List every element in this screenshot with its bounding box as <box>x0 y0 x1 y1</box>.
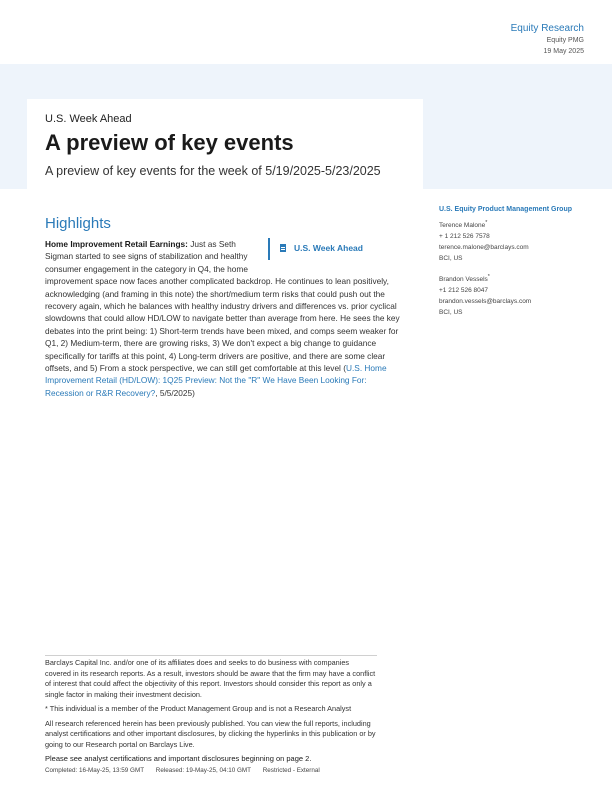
page-title: A preview of key events <box>45 130 294 155</box>
analyst-entity: BCI, US <box>439 309 463 317</box>
released-stamp: Released: 19-May-25, 04:10 GMT <box>155 767 251 774</box>
week-ahead-link[interactable] <box>268 238 403 260</box>
conflict-disclosure: Barclays Capital Inc. and/or one of its affiliates does and seeks to do business with companies covered in its research reports. As a result, investors should be aware that the firm may have a conflict of interest that could affect the objectivity of this report. Investors should consider this report as only a single factor in making their investment decision. <box>45 658 376 699</box>
release-stamp <box>45 767 330 774</box>
highlight-tail: , 5/5/2025) <box>155 387 195 398</box>
analyst-phone: +1 212 526 8047 <box>439 287 488 295</box>
analyst-entity: BCI, US <box>439 255 463 263</box>
analyst-email[interactable]: brandon.vessels@barclays.com <box>439 298 532 306</box>
report-link[interactable]: U.S. Home Improvement Retail (HD/LOW): 1Q25 Preview: Not the "R" We Have Been Looking For: Recession or R&R Recovery? <box>45 363 387 398</box>
disclosure-footer <box>45 658 377 766</box>
analyst-mark: * <box>485 220 488 226</box>
department-label: Equity Research <box>510 23 584 34</box>
analyst-phone: + 1 212 526 7578 <box>439 233 490 241</box>
published-note: All research referenced herein has been previously published. You can view the full reports, including analyst certifications and other important disclosures, by clicking the hyperlinks in this publication or by going to our Research portal on Barclays Live. <box>45 718 376 749</box>
page-subtitle: A preview of key events for the week of 5/19/2025-5/23/2025 <box>45 164 381 178</box>
analyst-card <box>439 272 589 318</box>
highlight-lead: Home Improvement Retail Earnings: <box>45 239 188 249</box>
analyst-email[interactable]: terence.malone@barclays.com <box>439 244 529 252</box>
analyst-panel <box>439 204 589 326</box>
report-header <box>511 22 584 57</box>
highlights-heading: Highlights <box>45 215 111 232</box>
restriction-label: Restricted - External <box>262 767 320 774</box>
report-date: 19 May 2025 <box>543 48 584 55</box>
document-icon <box>280 244 286 252</box>
series-kicker: U.S. Week Ahead <box>45 113 132 125</box>
analyst-mark: * <box>487 274 490 281</box>
analyst-card <box>439 218 589 264</box>
pmg-note: * This individual is a member of the Product Management Group and is not a Research Analyst <box>45 704 352 713</box>
week-ahead-link-label: U.S. Week Ahead <box>294 243 363 253</box>
highlights-body <box>45 238 403 399</box>
highlight-text: Just as Seth Sigman started to see signs of stabilization and healthy consumer engagement in the category in Q4, the home improvement space now faces another complicated backdrop. He continues to lean positively, acknowledging (and framing in this note) the short/medium term risks that could push out the recovery again, which he balances with healthy industry drivers and differences vs. prior cyclical slowdowns that could allow HD/LOW to navigate better than average from here. He sees the key debates into the print being: 1) Short-term trends have been mixed, and comps seem weaker for Q1, 2) Medium-term, there are growing risks, 3) We don't expect a big change to guidance specifically for tariffs at this point, 4) Long-term drivers are positive, and there are some clear offsets, and 5) From a stock perspective, we can still get comfortable at this level ( <box>45 239 400 374</box>
analyst-name: Brandon Vessels <box>439 276 488 284</box>
footer-divider <box>45 655 377 656</box>
analyst-name: Terence Malone <box>439 222 486 230</box>
completed-stamp: Completed: 16-May-25, 13:59 GMT <box>45 767 145 774</box>
certification-note: Please see analyst certifications and important disclosures beginning on page 2. <box>45 754 312 763</box>
group-label: Equity PMG <box>546 37 584 44</box>
analyst-group: U.S. Equity Product Management Group <box>439 206 573 213</box>
